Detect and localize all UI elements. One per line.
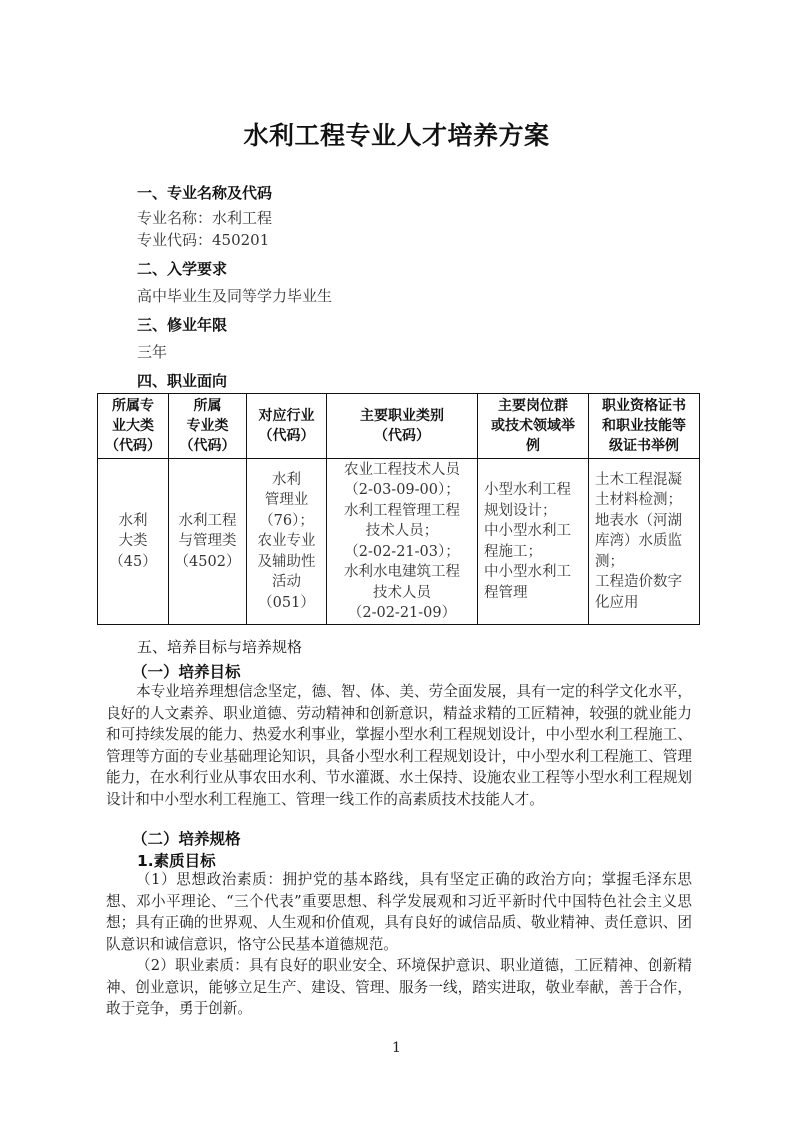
header-text: （代码） [374,428,430,444]
cell-text: 水利工程 [178,512,237,529]
cell-text: 地表水（河湖 [595,512,682,529]
duration-text: 三年 [137,343,168,361]
subsection-heading-training-spec: （二）培养规格 [132,830,241,848]
header-text: 主要岗位群 [498,398,568,414]
header-text: 主要职业类别 [360,408,444,424]
cell-text: 与管理类 [178,533,237,550]
header-text: 所属专 [112,398,154,414]
cell-text: （051） [258,594,315,611]
cell-text: （2-03-09-00）； [344,482,460,498]
header-major-category [98,394,169,459]
cell-text: 中小型水利工 [484,523,571,539]
table-row [98,459,700,625]
career-orientation-table [97,393,700,625]
cell-positions [478,459,589,625]
header-text: 职业资格证书 [602,398,686,414]
header-text: 业大类 [112,418,154,434]
header-positions [478,394,589,459]
cell-text: 小型水利工程 [484,482,571,498]
cell-text: 管理业 [264,492,309,509]
header-certificates [589,394,700,459]
header-major-class [169,394,247,459]
cell-major-category [98,459,169,625]
header-industry [247,394,327,459]
cell-text: 规划设计； [484,502,557,519]
professional-quality-paragraph: （2）职业素质：具有良好的职业安全、环境保护意识、职业道德，工匠精神、创新精神、创业意识，能够立足生产、建设、管理、服务一线，踏实进取，敬业奉献，善于合作，敢于竞争，勇于创新。 [106,957,692,1017]
cell-text: 水利 [272,471,301,488]
major-code-line: 专业代码：450201 [137,231,270,249]
section-heading-career: 四、职业面向 [137,372,228,390]
section-heading-goals: 五、培养目标与培养规格 [137,638,303,656]
cell-text: 水利工程管理工程 [344,502,460,519]
cell-text: 工程造价数字 [595,574,682,591]
cell-text: 中小型水利工 [484,564,571,580]
major-name-line: 专业名称：水利工程 [137,209,273,227]
header-text: 对应行业 [258,408,315,424]
header-text: 所属 [193,398,222,414]
cell-text: 水利水电建筑工程 [344,564,460,580]
cell-text: 技术人员； [365,523,439,539]
table-header-row [98,394,700,459]
cell-certificates [589,459,700,625]
header-text: 或技术领域举 [491,418,575,434]
subsection-heading-training-goal: （一）培养目标 [132,663,241,681]
cell-industry [247,459,327,625]
document-title: 水利工程专业人才培养方案 [243,121,550,150]
header-text: 专业类 [186,418,229,434]
header-text: 级证书举例 [609,438,679,454]
section-heading-duration: 三、修业年限 [137,316,228,334]
cell-text: 活动 [272,574,301,591]
cell-text: 农业工程技术人员 [344,461,460,478]
header-text: （代码） [105,438,161,454]
cell-text: 技术人员 [373,584,431,601]
section-heading-name-code: 一、专业名称及代码 [137,184,273,202]
cell-major-class [169,459,247,625]
admission-text: 高中毕业生及同等学力毕业生 [137,287,333,305]
political-quality-paragraph: （1）思想政治素质：拥护党的基本路线，具有坚定正确的政治方向；掌握毛泽东思想、邓小平理论、“三个代表”重要思想、科学发展观和习近平新时代中国特色社会主义思想；具有正确的世界观、人生观和价值观，具有良好的诚信品质、敬业精神、责任意识、团队意识和诚信意识，恪守公民基本道德规范。 [106,871,692,953]
header-occupation [327,394,478,459]
cell-text: 化应用 [595,594,639,611]
header-text: 例 [526,438,540,454]
cell-text: （76）； [259,512,314,529]
cell-text: （2-02-21-09） [347,605,457,621]
item-heading-quality-goals: 1.素质目标 [137,852,216,870]
cell-occupation [327,459,478,625]
training-goal-paragraph: 本专业培养理想信念坚定，德、智、体、美、劳全面发展，具有一定的科学文化水平，良好的人文素养、职业道德、劳动精神和创新意识，精益求精的工匠精神，较强的就业能力和可持续发展的能力、热爱水利事业，掌握小型水利工程规划设计，中小型水利工程施工、管理等方面的专业基础理论知识，具备小型水利工程规划设计，中小型水利工程施工、管理能力，在水利行业从事农田水利、节水灌溉、水土保持、设施农业工程等小型水利工程规划设计和中小型水利工程施工、管理一线工作的高素质技术技能人才。 [106,683,692,808]
cell-text: 程施工； [484,543,542,560]
cell-text: 测； [595,553,624,570]
cell-text: 程管理 [484,584,528,601]
header-text: （代码） [179,438,236,454]
cell-text: 水利 [118,512,148,529]
cell-text: 土木工程混凝 [595,471,682,488]
cell-text: 及辅助性 [257,553,316,570]
cell-text: 土材料检测； [595,492,682,509]
header-text: （代码） [258,428,315,444]
header-text: 和职业技能等 [602,418,686,434]
cell-text: （4502） [174,553,241,570]
cell-text: （45） [109,553,157,570]
section-heading-admission: 二、入学要求 [137,260,228,278]
cell-text: 库湾）水质监 [595,533,682,550]
cell-text: 大类 [118,533,148,550]
cell-text: 农业专业 [257,533,316,550]
cell-text: （2-02-21-03）； [344,543,460,560]
page-number: 1 [392,1040,401,1056]
